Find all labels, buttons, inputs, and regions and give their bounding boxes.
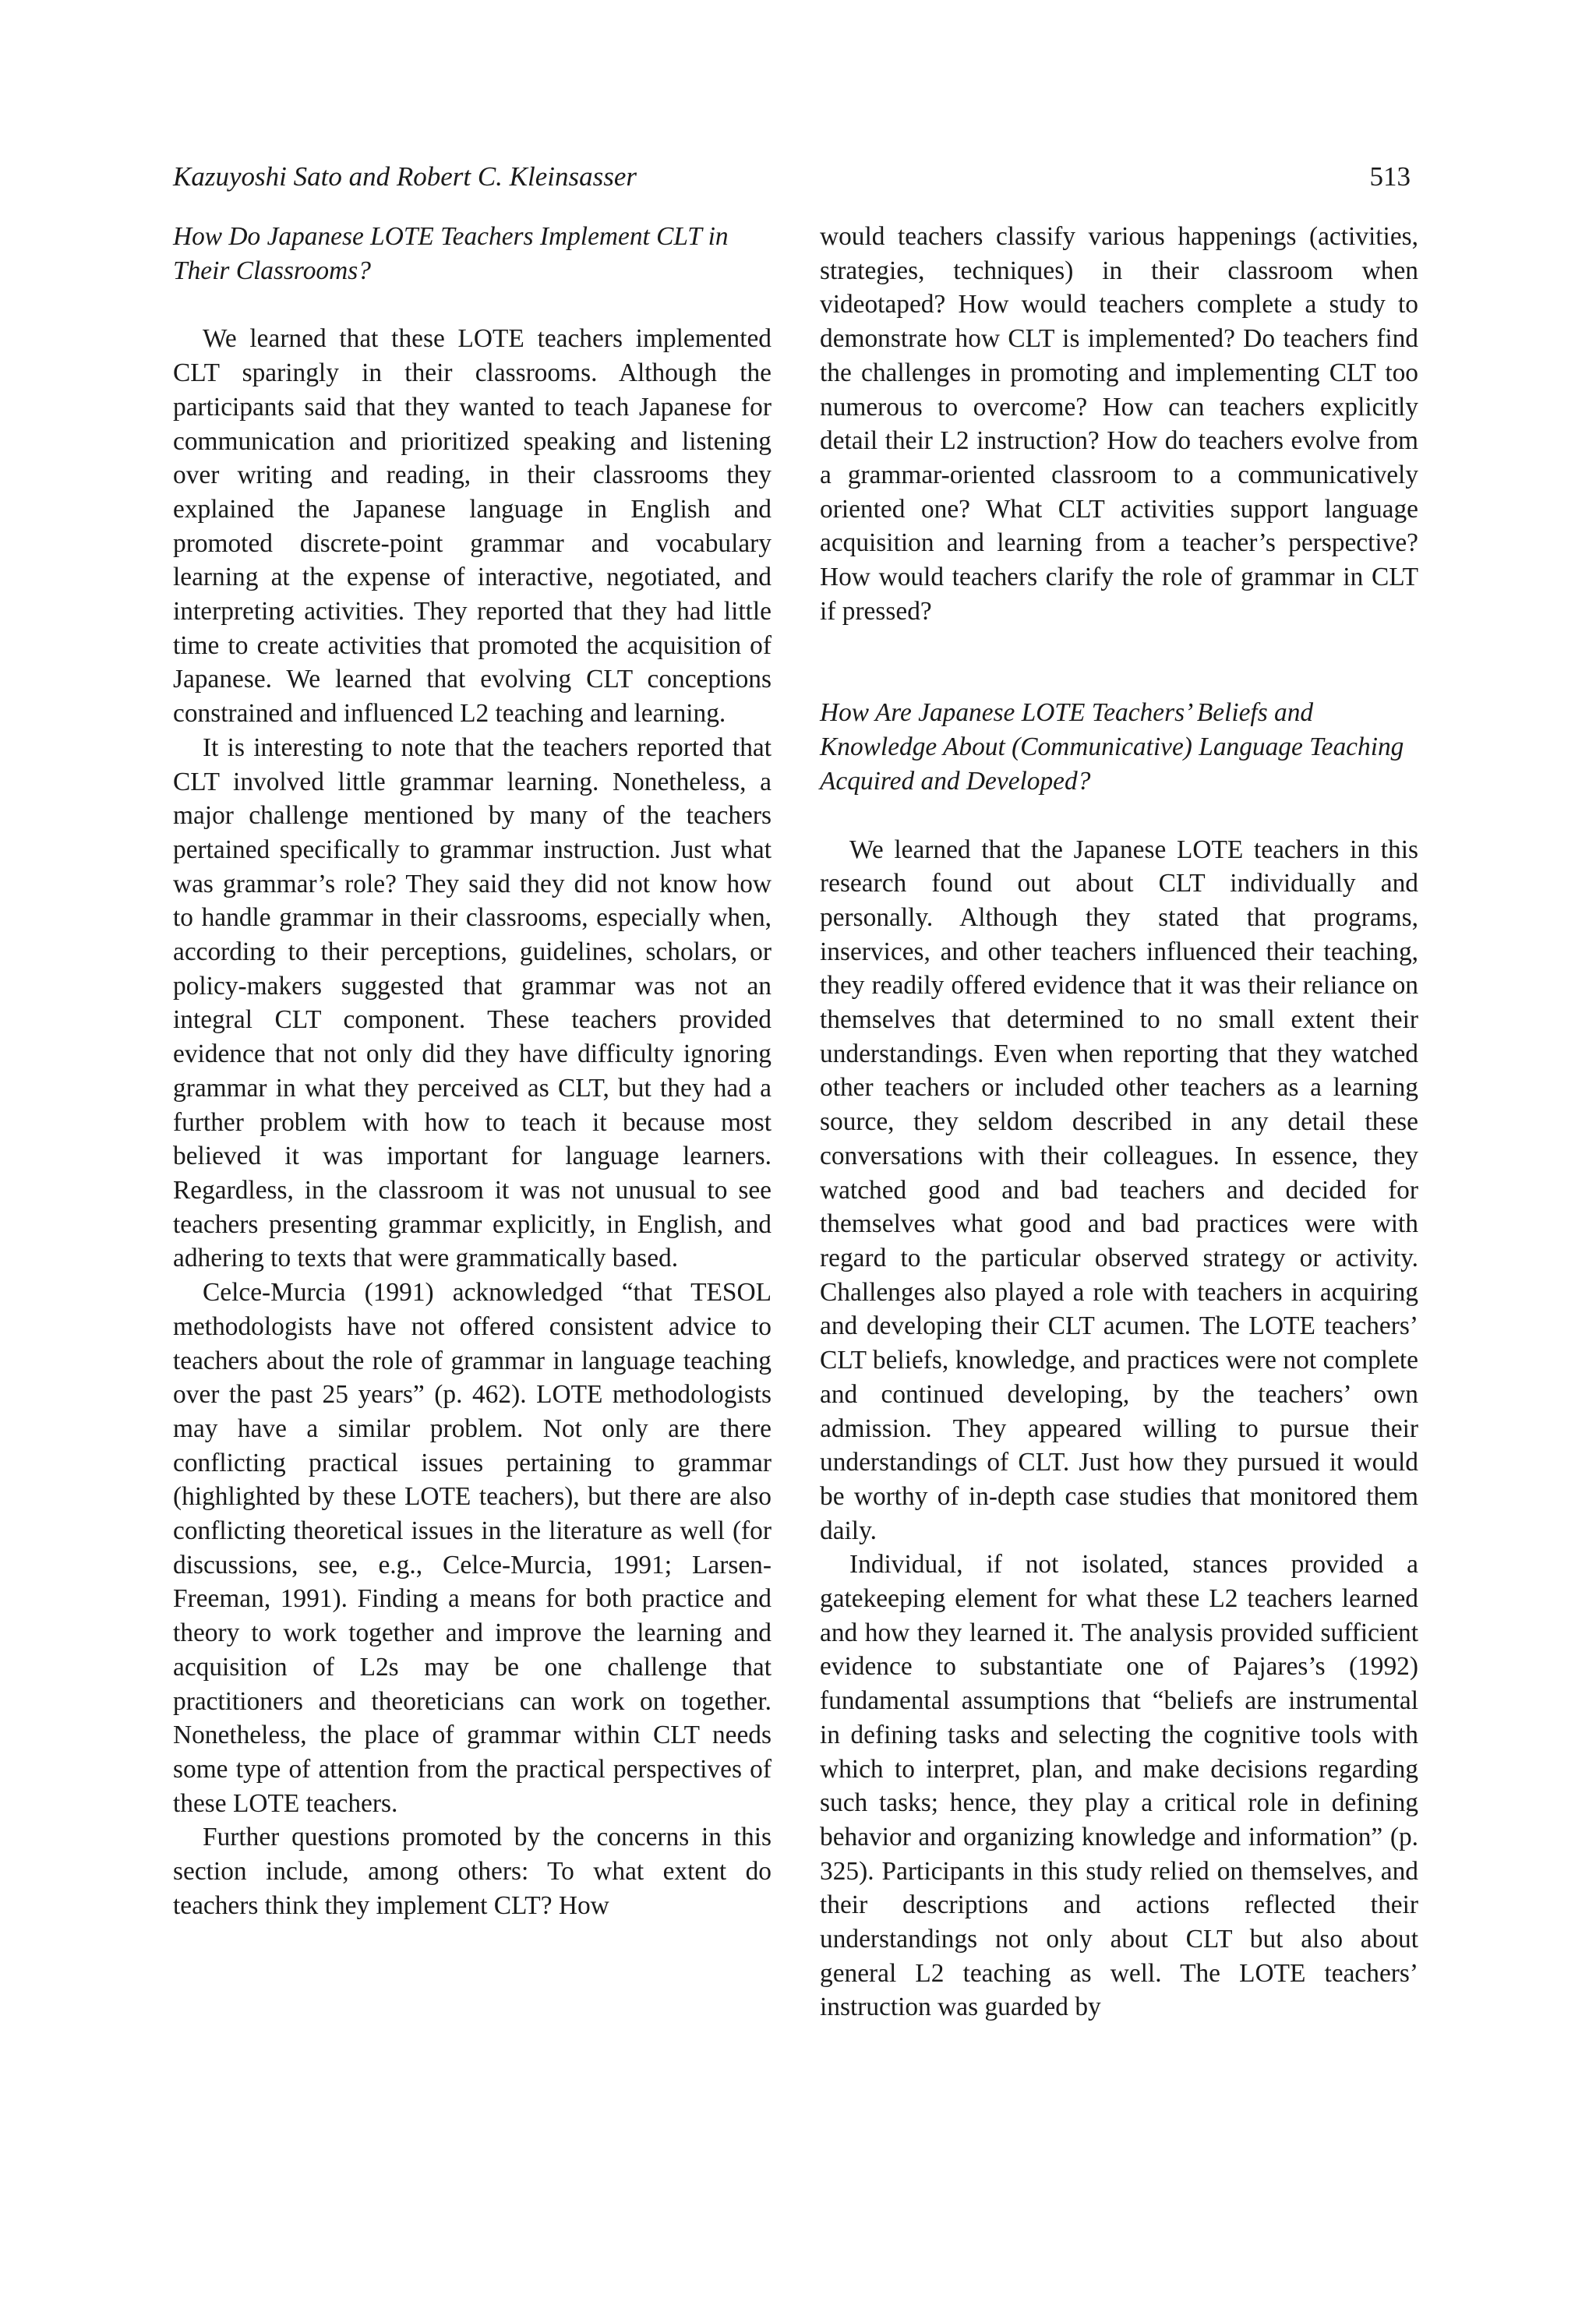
paragraph: Further questions promoted by the concerns in this section include, among others: To what extent do teachers think they implement CLT? How (173, 1823, 772, 1920)
section-heading-implementation: How Do Japanese LOTE Teachers Implement CLT in Their Classrooms? (173, 222, 729, 285)
paragraph: Celce-Murcia (1991) acknowledged “that TESOL methodologists have not offered consistent advice to teachers about the role of grammar in language teaching over the past 25 years” (p. 462). LOTE methodologists may have a similar problem. Not only are there conflicting practical issues pertaining to grammar (highlighted by these LOTE teachers), but there are also conflicting theoretical issues in the literature as well (for discussions, see, e.g., Celce-Murcia, 1991; Larsen-Freeman, 1991). Finding a means for both practice and theory to work together and improve the learning and acquisition of L2s may be one challenge that practitioners and theoreticians can work on together. Nonetheless, the place of grammar within CLT needs some type of attention from the practical perspectives of these LOTE teachers. (173, 1278, 772, 1818)
paragraph: We learned that the Japanese LOTE teachers in this research found out about CLT individually and personally. Although they stated that programs, inservices, and other teachers influenced their teaching, they readily offered evidence that it was their reliance on themselves that determined to no small extent their understandings. Even when reporting that they watched other teachers or included other teachers as a learning source, they seldom described in any detail these conversations with their colleagues. In essence, they watched good and bad teachers and decided for themselves what good and bad practices were with regard to the particular observed strategy or activity. Challenges also played a role with teachers in acquiring and developing their CLT acumen. The LOTE teachers’ CLT beliefs, knowledge, and practices were not complete and continued developing, by the teachers’ own admission. They appeared willing to pursue their understandings of CLT. Just how they pursued it would be worthy of in-depth case studies that monitored them daily. (820, 835, 1418, 1545)
paragraph: Individual, if not isolated, stances provided a gatekeeping element for what these L2 teachers learned and how they learned it. The analysis provided sufficient evidence to substantiate one of Pajares’s (1992) fundamental assumptions that “beliefs are instrumental in defining tasks and selecting the cognitive tools with which to interpret, plan, and make decisions regarding such tasks; hence, they play a critical role in defining behavior and organizing knowledge and information” (p. 325). Participants in this study relied on themselves, and their descriptions and actions reflected their understandings not only about CLT but also about general L2 teaching as well. The LOTE teachers’ instruction was guarded by (820, 1550, 1418, 2022)
left-column (173, 220, 772, 1922)
paragraph-continuation: would teachers classify various happenings (activities, strategies, techniques) in their classroom when videotaped? How would teachers complete a study to demonstrate how CLT is implemented? Do teachers find the challenges in promoting and implementing CLT too numerous to overcome? How can teachers explicitly detail their L2 instruction? How do teachers evolve from a grammar-oriented classroom to a communicatively oriented one? What CLT activities support language acquisition and learning from a teacher’s perspective? How would teachers clarify the role of grammar in CLT if pressed? (820, 222, 1418, 626)
running-head: Kazuyoshi Sato and Robert C. Kleinsasser (173, 161, 637, 192)
right-column (820, 220, 1418, 2024)
paragraph: We learned that these LOTE teachers implemented CLT sparingly in their classrooms. Although the participants said that they wanted to teach Japanese for communication and prioritized speaking and listening over writing and reading, in their classrooms they explained the Japanese language in English and promoted discrete-point grammar and vocabulary learning at the expense of interactive, negotiated, and interpreting activities. They reported that they had little time to create activities that promoted the acquisition of Japanese. We learned that evolving CLT conceptions constrained and influenced L2 teaching and learning. (173, 324, 772, 729)
section-heading-beliefs: How Are Japanese LOTE Teachers’ Beliefs and Knowledge About (Communicative) Language Teaching Acquired and Developed? (820, 698, 1404, 796)
page-number: 513 (1369, 161, 1411, 192)
paragraph: It is interesting to note that the teachers reported that CLT involved little grammar learning. Nonetheless, a major challenge mentioned by many of the teachers pertained specifically to grammar instruction. Just what was grammar’s role? They said they did not know how to handle grammar in their classrooms, especially when, according to their perceptions, guidelines, scholars, or policy-makers suggested that grammar was not an integral CLT component. These teachers provided evidence that not only did they have difficulty ignoring grammar in what they perceived as CLT, but they had a further problem with how to teach it because most believed it was important for language learners. Regardless, in the classroom it was not unusual to see teachers presenting grammar explicitly, in English, and adhering to texts that were grammatically based. (173, 732, 772, 1273)
